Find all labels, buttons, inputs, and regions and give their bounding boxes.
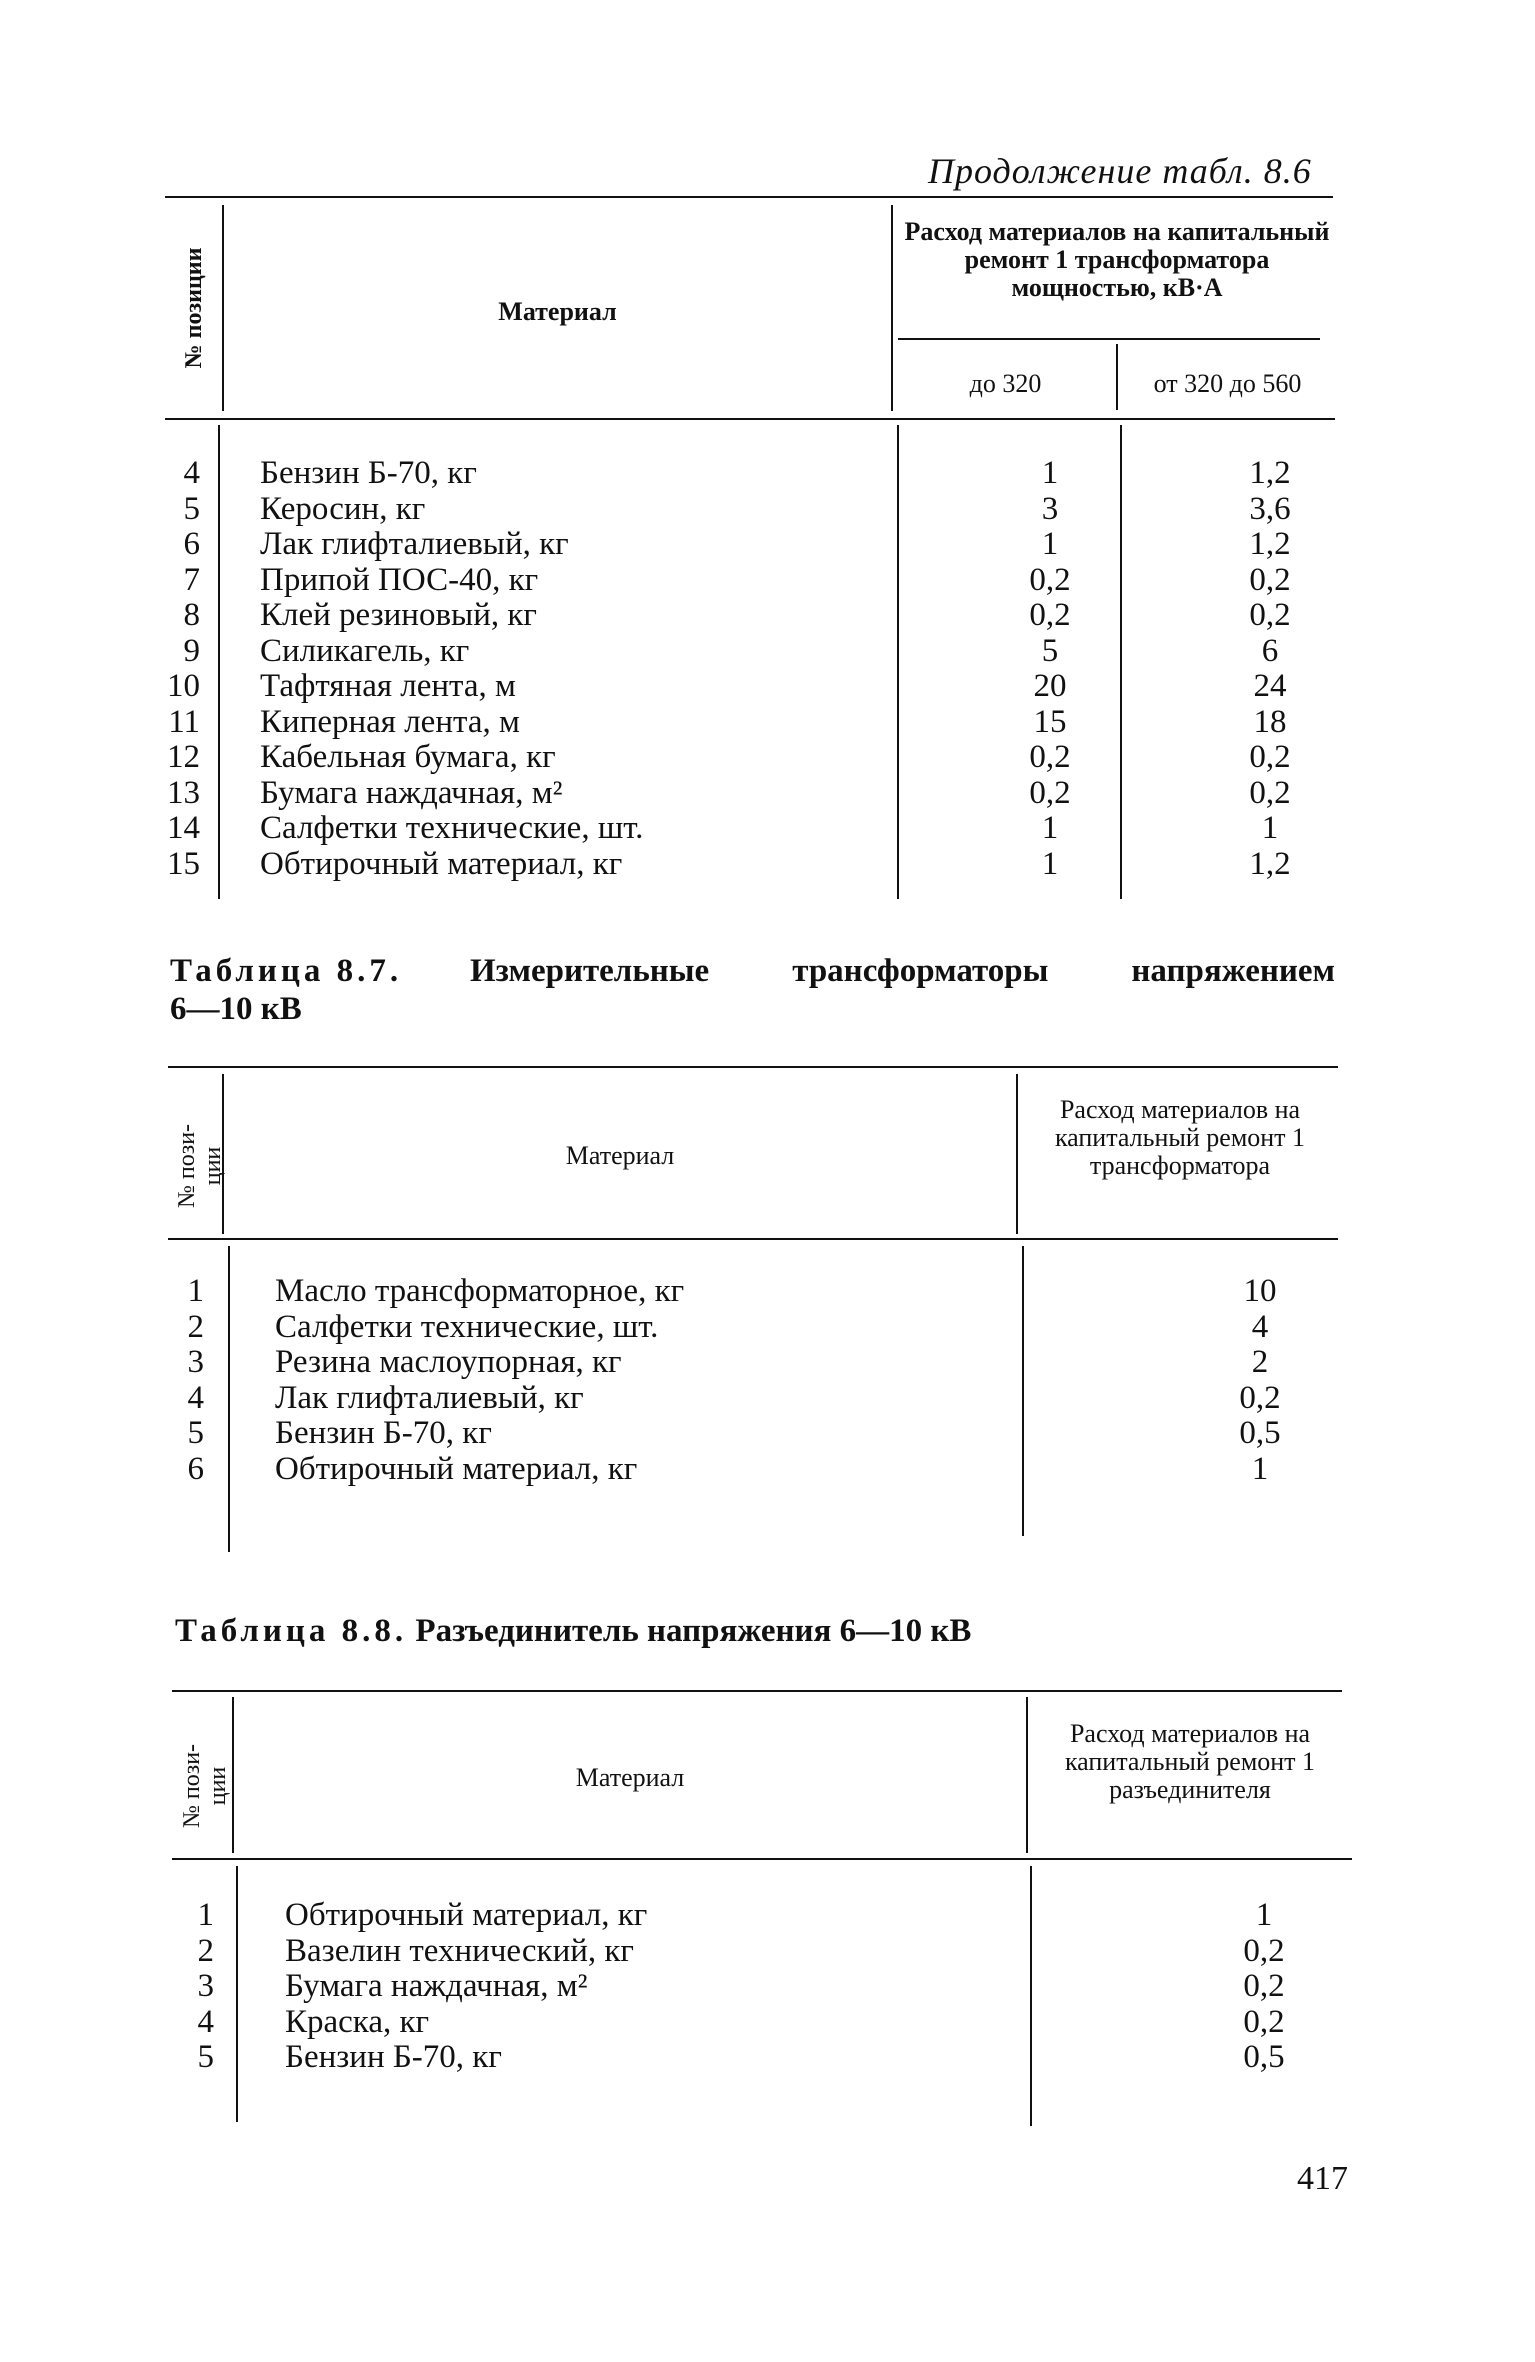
row-position-cell: 6 bbox=[183, 526, 200, 562]
table-row bbox=[150, 1416, 1330, 1452]
row-value-320to560-cell: 0,2 bbox=[1249, 561, 1291, 598]
t86-body bbox=[150, 456, 1330, 882]
row-material-cell: Салфетки технические, шт. bbox=[260, 810, 644, 846]
table-row bbox=[150, 634, 1330, 670]
table-row bbox=[150, 527, 1330, 563]
row-value-cell: 4 bbox=[1251, 1308, 1269, 1345]
t87-header-rule bbox=[168, 1238, 1338, 1240]
row-value-upto320-cell: 20 bbox=[1033, 668, 1067, 704]
row-material-cell: Салфетки технические, шт. bbox=[275, 1308, 659, 1345]
t87-col-position-line2: ции bbox=[200, 1146, 226, 1186]
row-position-cell: 5 bbox=[187, 1415, 204, 1451]
row-position-cell: 3 bbox=[187, 1344, 204, 1380]
row-material-cell: Силикагель, кг bbox=[260, 632, 470, 669]
row-value-320to560-cell: 1 bbox=[1261, 810, 1279, 846]
row-material-cell: Тафтяная лента, м bbox=[260, 668, 516, 704]
row-material-cell: Керосин, кг bbox=[260, 490, 426, 527]
row-value-upto320-cell: 0,2 bbox=[1029, 597, 1071, 633]
t87-body bbox=[150, 1274, 1330, 1487]
t88-divider-mat bbox=[1026, 1697, 1028, 1853]
row-material-cell: Клей резиновый, кг bbox=[260, 597, 537, 633]
t86-col-consumption-header: Расход материалов на капитальный ремонт 1 трансформатора мощностью, кВ·А bbox=[904, 217, 1330, 302]
row-value-cell: 0,2 bbox=[1243, 2003, 1285, 2040]
t87-caption-text: Измерительные трансформаторы напряжением bbox=[470, 953, 1335, 989]
row-material-cell: Бензин Б-70, кг bbox=[260, 455, 477, 491]
row-material-cell: Обтирочный материал, кг bbox=[285, 1897, 648, 1933]
row-material-cell: Масло трансформаторное, кг bbox=[275, 1273, 685, 1309]
row-value-upto320-cell: 0,2 bbox=[1029, 739, 1071, 775]
row-material-cell: Бумага наждачная, м² bbox=[260, 774, 563, 811]
row-position-cell: 7 bbox=[183, 561, 200, 598]
row-material-cell: Резина маслоупорная, кг bbox=[275, 1344, 622, 1380]
row-position-cell: 12 bbox=[167, 739, 200, 775]
table-row bbox=[150, 705, 1330, 741]
row-value-upto320-cell: 1 bbox=[1041, 526, 1059, 562]
table-row bbox=[150, 2040, 1330, 2076]
continuation-title: Продолжение табл. 8.6 bbox=[928, 151, 1312, 191]
t88-caption-text: Разъединитель напряжения 6—10 кВ bbox=[415, 1613, 972, 1649]
row-value-cell: 1 bbox=[1251, 1450, 1269, 1487]
row-value-upto320-cell: 0,2 bbox=[1029, 561, 1071, 598]
row-material-cell: Бензин Б-70, кг bbox=[275, 1415, 492, 1451]
t87-divider-mat bbox=[1016, 1074, 1018, 1234]
row-value-320to560-cell: 6 bbox=[1261, 632, 1279, 669]
table-row bbox=[150, 456, 1330, 492]
table-row bbox=[150, 1274, 1330, 1310]
row-value-upto320-cell: 3 bbox=[1041, 490, 1059, 527]
t86-divider-sub bbox=[1116, 344, 1118, 410]
row-value-upto320-cell: 1 bbox=[1041, 845, 1059, 882]
t86-col-material-header: Материал bbox=[498, 297, 617, 326]
row-position-cell: 8 bbox=[183, 597, 200, 633]
table-row bbox=[150, 1345, 1330, 1381]
t88-top-rule bbox=[172, 1690, 1342, 1692]
row-position-cell: 2 bbox=[197, 1932, 214, 1969]
t86-col-position-header: № позиции bbox=[181, 247, 207, 369]
table-row bbox=[150, 2005, 1330, 2041]
t86-divider-pos bbox=[222, 205, 224, 411]
t88-caption bbox=[175, 1612, 971, 1650]
row-value-cell: 1 bbox=[1255, 1897, 1273, 1933]
table-row bbox=[150, 847, 1330, 883]
row-position-cell: 1 bbox=[197, 1897, 214, 1933]
t87-caption-line2: 6—10 кВ bbox=[170, 991, 302, 1027]
table-row bbox=[150, 563, 1330, 599]
table-row bbox=[150, 1934, 1330, 1970]
row-value-upto320-cell: 1 bbox=[1041, 455, 1059, 491]
row-position-cell: 2 bbox=[187, 1308, 204, 1345]
row-value-320to560-cell: 1,2 bbox=[1249, 526, 1291, 562]
row-value-320to560-cell: 1,2 bbox=[1249, 845, 1291, 882]
row-value-cell: 10 bbox=[1243, 1273, 1277, 1309]
t87-caption-line1 bbox=[470, 952, 1335, 990]
row-position-cell: 10 bbox=[167, 668, 200, 704]
row-value-320to560-cell: 24 bbox=[1253, 668, 1287, 704]
t88-col-position-line1: № пози- bbox=[179, 1743, 205, 1829]
row-value-cell: 0,2 bbox=[1239, 1379, 1281, 1416]
row-value-upto320-cell: 15 bbox=[1033, 703, 1067, 740]
table-row bbox=[150, 1898, 1330, 1934]
t87-col-material-header: Материал bbox=[565, 1141, 675, 1170]
row-material-cell: Лак глифталиевый, кг bbox=[260, 526, 569, 562]
t87-col-consumption-header: Расход материалов на капитальный ремонт 1 трансформатора bbox=[1054, 1095, 1306, 1180]
table-row bbox=[150, 740, 1330, 776]
table-row bbox=[150, 598, 1330, 634]
row-position-cell: 4 bbox=[187, 1379, 204, 1416]
row-value-upto320-cell: 0,2 bbox=[1029, 774, 1071, 811]
row-position-cell: 4 bbox=[197, 2003, 214, 2040]
row-position-cell: 15 bbox=[167, 845, 200, 882]
t88-col-material-header: Материал bbox=[575, 1763, 685, 1792]
row-position-cell: 11 bbox=[168, 703, 200, 740]
t88-header-rule bbox=[172, 1858, 1352, 1860]
row-material-cell: Лак глифталиевый, кг bbox=[275, 1379, 584, 1416]
t87-col-position-line1: № пози- bbox=[174, 1123, 200, 1209]
page-number: 417 bbox=[1297, 2160, 1348, 2197]
row-material-cell: Кабельная бумага, кг bbox=[260, 739, 556, 775]
row-value-cell: 0,5 bbox=[1239, 1415, 1281, 1451]
row-value-cell: 2 bbox=[1251, 1344, 1269, 1380]
row-value-upto320-cell: 5 bbox=[1041, 632, 1059, 669]
table-row bbox=[150, 1969, 1330, 2005]
row-position-cell: 9 bbox=[183, 632, 200, 669]
row-material-cell: Вазелин технический, кг bbox=[285, 1932, 634, 1969]
row-value-cell: 0,2 bbox=[1243, 1932, 1285, 1969]
row-value-cell: 0,5 bbox=[1243, 2039, 1285, 2075]
row-material-cell: Краска, кг bbox=[285, 2003, 430, 2040]
t88-col-position-line2: ции bbox=[205, 1766, 231, 1806]
row-value-320to560-cell: 18 bbox=[1253, 703, 1287, 740]
t86-header-rule bbox=[165, 418, 1335, 420]
t88-col-consumption-header: Расход материалов на капитальный ремонт 1 разъединителя bbox=[1064, 1719, 1316, 1804]
row-material-cell: Обтирочный материал, кг bbox=[275, 1450, 638, 1487]
row-value-320to560-cell: 3,6 bbox=[1249, 490, 1291, 527]
t87-col-position-header bbox=[174, 1076, 226, 1256]
row-value-cell: 0,2 bbox=[1243, 1968, 1285, 2004]
table-row bbox=[150, 1310, 1330, 1346]
row-position-cell: 14 bbox=[167, 810, 200, 846]
table-row bbox=[150, 669, 1330, 705]
t86-subcol-2-header: от 320 до 560 bbox=[1153, 369, 1302, 398]
table-row bbox=[150, 776, 1330, 812]
t88-divider-pos bbox=[232, 1697, 234, 1853]
row-material-cell: Бензин Б-70, кг bbox=[285, 2039, 502, 2075]
row-value-320to560-cell: 1,2 bbox=[1249, 455, 1291, 491]
table-row bbox=[150, 811, 1330, 847]
t86-subcol-1-header: до 320 bbox=[969, 369, 1042, 398]
row-value-320to560-cell: 0,2 bbox=[1249, 774, 1291, 811]
row-material-cell: Бумага наждачная, м² bbox=[285, 1968, 588, 2004]
row-position-cell: 13 bbox=[167, 774, 200, 811]
table-row bbox=[150, 1381, 1330, 1417]
t88-body bbox=[150, 1898, 1330, 2076]
row-material-cell: Обтирочный материал, кг bbox=[260, 845, 623, 882]
row-position-cell: 5 bbox=[197, 2039, 214, 2075]
t86-divider-mat bbox=[891, 205, 893, 411]
row-position-cell: 5 bbox=[183, 490, 200, 527]
row-value-320to560-cell: 0,2 bbox=[1249, 739, 1291, 775]
row-position-cell: 3 bbox=[197, 1968, 214, 2004]
table-row bbox=[150, 492, 1330, 528]
row-material-cell: Киперная лента, м bbox=[260, 703, 520, 740]
row-value-320to560-cell: 0,2 bbox=[1249, 597, 1291, 633]
row-material-cell: Припой ПОС-40, кг bbox=[260, 561, 539, 598]
table-row bbox=[150, 1452, 1330, 1488]
t86-subheader-rule bbox=[898, 338, 1320, 340]
row-value-upto320-cell: 1 bbox=[1041, 810, 1059, 846]
t88-col-position-header bbox=[179, 1696, 231, 1876]
t86-top-rule bbox=[165, 196, 1333, 198]
t88-caption-label: Таблица 8.8. bbox=[175, 1613, 408, 1649]
row-position-cell: 6 bbox=[187, 1450, 204, 1487]
row-position-cell: 1 bbox=[187, 1273, 204, 1309]
t87-caption-label: Таблица 8.7. bbox=[170, 953, 403, 989]
t87-top-rule bbox=[168, 1066, 1338, 1068]
row-position-cell: 4 bbox=[183, 455, 200, 491]
